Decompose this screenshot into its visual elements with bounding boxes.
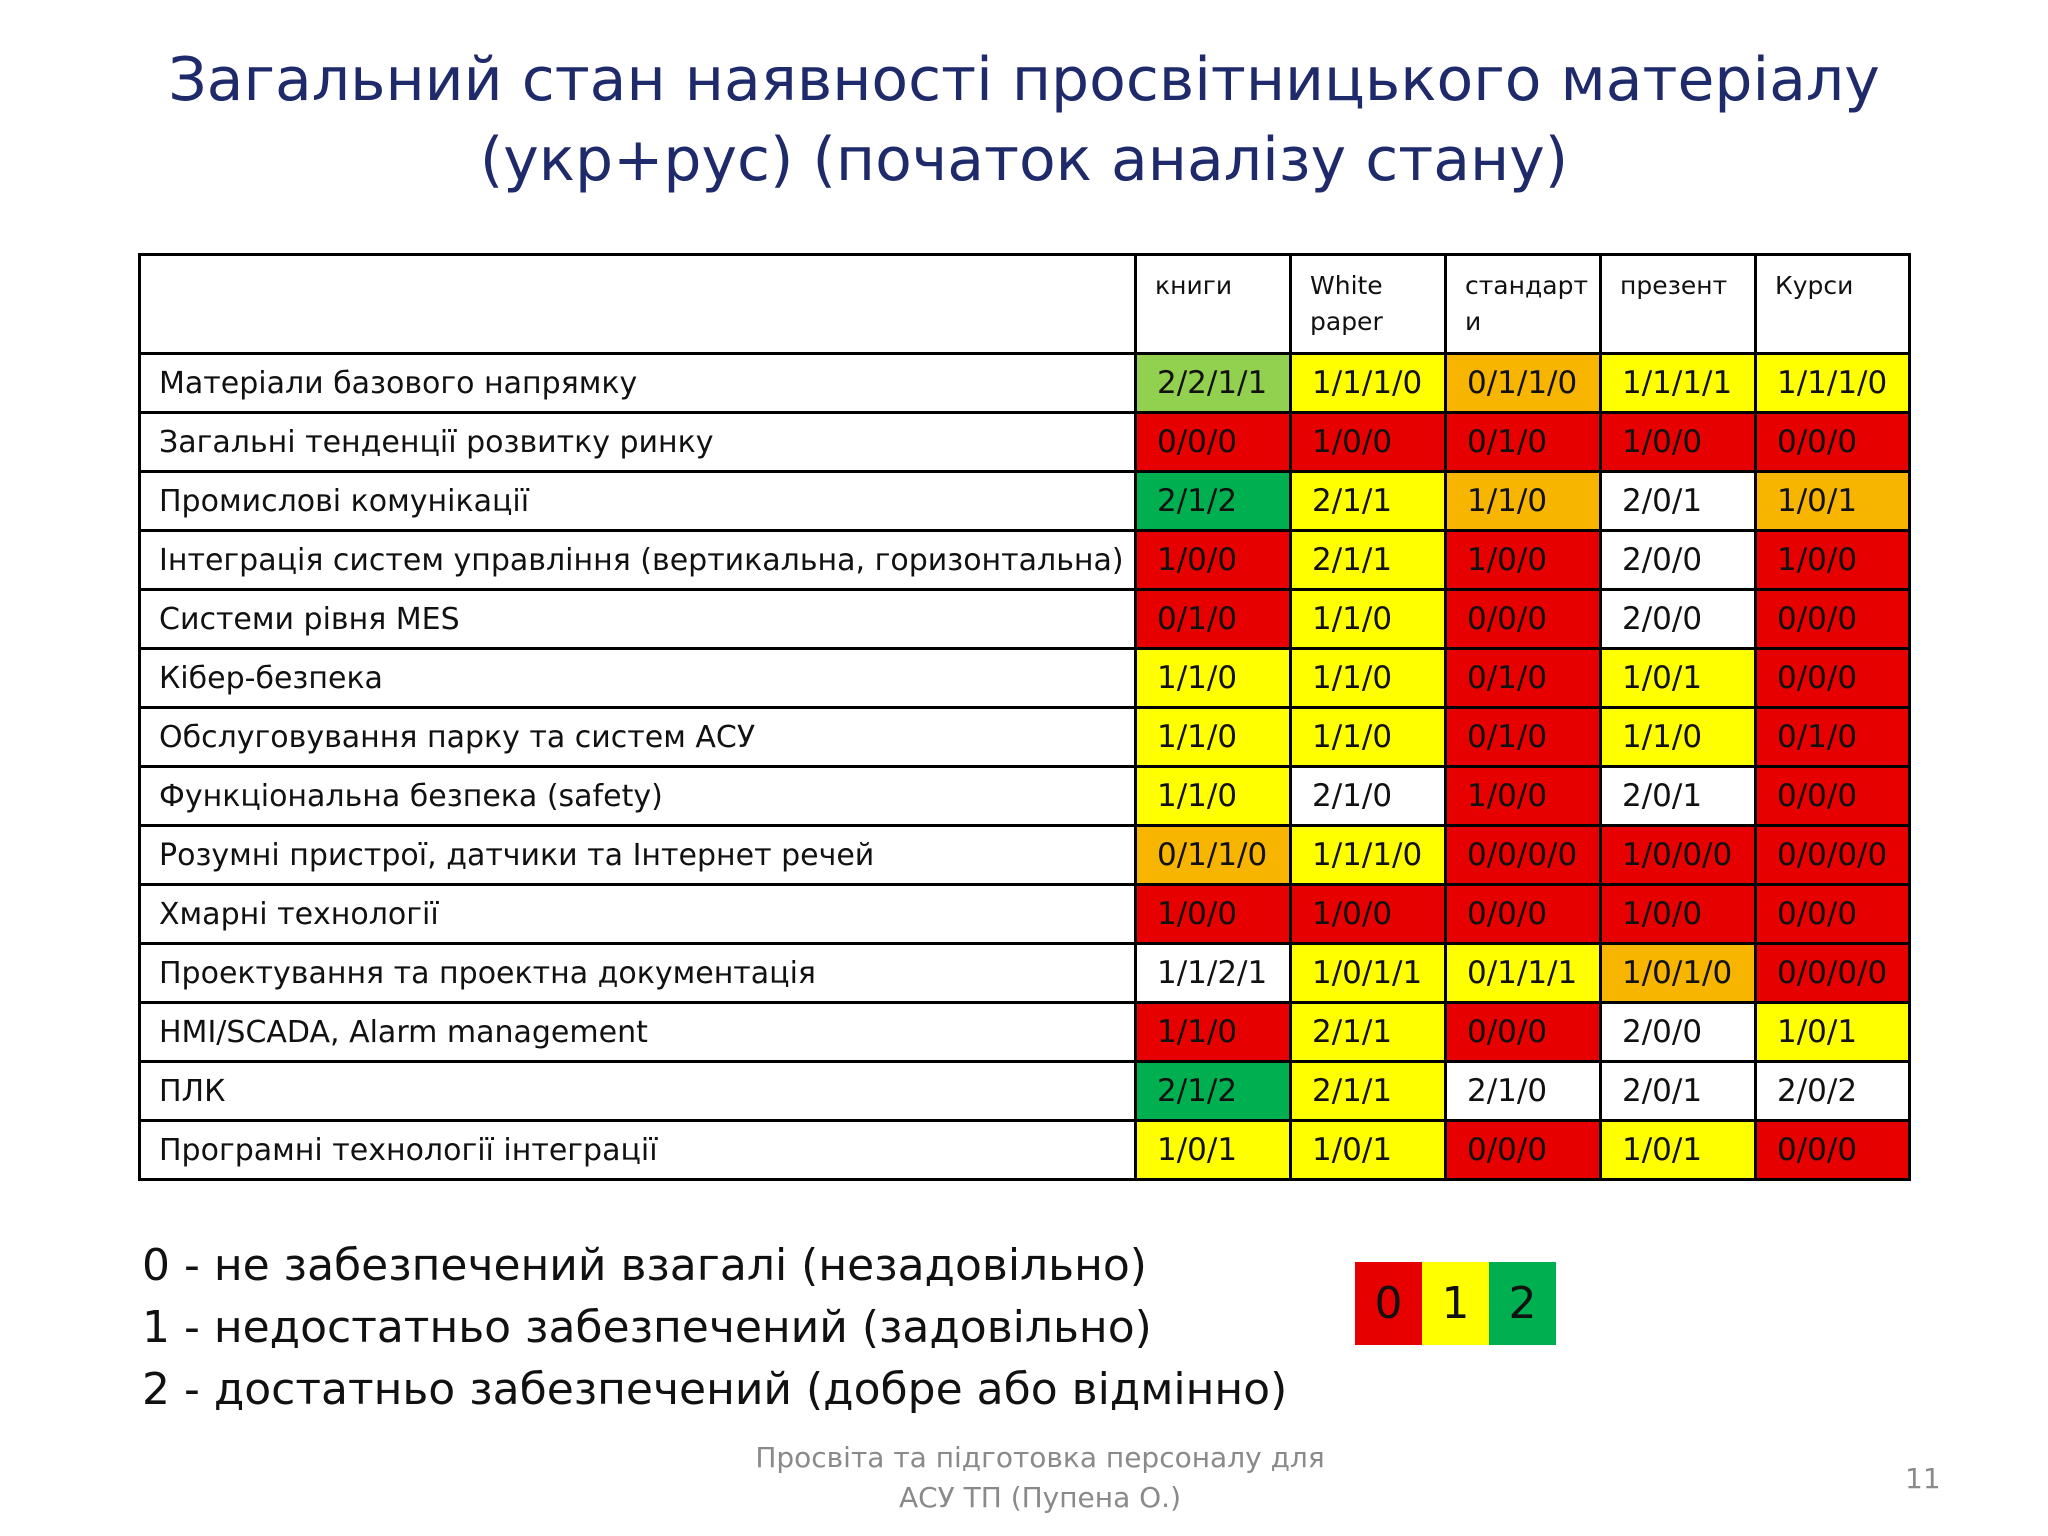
table-cell: 2/0/0 (1601, 531, 1756, 590)
table-cell: 0/1/0 (1136, 590, 1291, 649)
table-cell: 0/0/0 (1756, 413, 1910, 472)
footer-line-1: Просвіта та підготовка персоналу для (755, 1441, 1325, 1474)
table-row (140, 1003, 1910, 1062)
table-cell: 1/0/1 (1601, 1121, 1756, 1180)
table-cell: 0/1/0 (1446, 649, 1601, 708)
table-cell: 1/1/0 (1136, 708, 1291, 767)
footer-line-2: АСУ ТП (Пупена О.) (898, 1481, 1182, 1514)
table-cell: 1/1/1/0 (1756, 354, 1910, 413)
table-cell: 1/1/1/0 (1291, 826, 1446, 885)
table-header-row (140, 255, 1910, 354)
table-row (140, 531, 1910, 590)
table-cell: 1/1/2/1 (1136, 944, 1291, 1003)
table-row (140, 767, 1910, 826)
table-cell: 2/0/1 (1601, 1062, 1756, 1121)
table-cell: 0/0/0 (1756, 767, 1910, 826)
table-cell: 1/0/0 (1601, 885, 1756, 944)
table-cell: 1/0/1 (1136, 1121, 1291, 1180)
row-label: HMI/SCADA, Alarm management (140, 1003, 1136, 1062)
table-body (140, 354, 1910, 1180)
header-courses: Курси (1756, 255, 1910, 354)
row-label: Матеріали базового напрямку (140, 354, 1136, 413)
legend-item-2: 2 - достатньо забезпечений (добре або відмінно) (142, 1364, 1288, 1415)
legend-item-1: 1 - недостатньо забезпечений (задовільно) (142, 1302, 1152, 1353)
legend-item-0: 0 - не забезпечений взагалі (незадовільно) (142, 1240, 1147, 1291)
table-cell: 1/1/0 (1601, 708, 1756, 767)
table-row (140, 944, 1910, 1003)
table-row (140, 1062, 1910, 1121)
table-cell: 2/2/1/1 (1136, 354, 1291, 413)
table-cell: 1/0/1 (1291, 1121, 1446, 1180)
table-cell: 1/1/0 (1446, 472, 1601, 531)
scale-swatch-1: 1 (1422, 1262, 1489, 1345)
header-empty (140, 255, 1136, 354)
legend (142, 1235, 1287, 1421)
scale-swatch-2: 2 (1489, 1262, 1556, 1345)
row-label: Промислові комунікації (140, 472, 1136, 531)
header-standards: стандарт и (1446, 255, 1601, 354)
table-cell: 1/0/1 (1756, 472, 1910, 531)
page-number: 11 (1905, 1462, 1941, 1495)
table-cell: 2/0/2 (1756, 1062, 1910, 1121)
slide-title-line-1: Загальний стан наявності просвітницького матеріалу (168, 45, 1880, 115)
table-cell: 1/0/0 (1446, 767, 1601, 826)
header-presentations: презент (1601, 255, 1756, 354)
table-cell: 1/0/1 (1756, 1003, 1910, 1062)
table-cell: 2/0/1 (1601, 767, 1756, 826)
table-cell: 2/1/0 (1291, 767, 1446, 826)
row-label: Функціональна безпека (safety) (140, 767, 1136, 826)
table-cell: 2/1/2 (1136, 472, 1291, 531)
table-cell: 1/0/0 (1446, 531, 1601, 590)
table-cell: 1/0/0 (1601, 413, 1756, 472)
table-row (140, 885, 1910, 944)
table-cell: 1/0/0 (1136, 885, 1291, 944)
table-cell: 2/1/1 (1291, 1062, 1446, 1121)
row-label: Інтеграція систем управління (вертикальна, горизонтальна) (140, 531, 1136, 590)
status-table (138, 253, 1911, 1181)
table-cell: 0/1/0 (1756, 708, 1910, 767)
table-row (140, 472, 1910, 531)
table-cell: 2/1/2 (1136, 1062, 1291, 1121)
table-cell: 0/0/0 (1756, 1121, 1910, 1180)
header-books: книги (1136, 255, 1291, 354)
row-label: Обслуговування парку та систем АСУ (140, 708, 1136, 767)
table-cell: 1/1/0 (1291, 649, 1446, 708)
table-cell: 2/0/0 (1601, 1003, 1756, 1062)
table-cell: 1/0/1/0 (1601, 944, 1756, 1003)
row-label: Розумні пристрої, датчики та Інтернет речей (140, 826, 1136, 885)
table-cell: 1/1/0 (1291, 708, 1446, 767)
table-cell: 0/1/0 (1446, 413, 1601, 472)
table-cell: 0/0/0 (1446, 1003, 1601, 1062)
table-cell: 0/0/0/0 (1756, 826, 1910, 885)
table-cell: 1/0/1/1 (1291, 944, 1446, 1003)
table-cell: 1/0/1 (1601, 649, 1756, 708)
table-cell: 0/1/1/1 (1446, 944, 1601, 1003)
table-cell: 0/1/1/0 (1446, 354, 1601, 413)
table-row (140, 649, 1910, 708)
table-cell: 0/0/0 (1756, 649, 1910, 708)
row-label: Програмні технології інтеграції (140, 1121, 1136, 1180)
table-row (140, 590, 1910, 649)
row-label: Кібер-безпека (140, 649, 1136, 708)
table-cell: 0/1/0 (1446, 708, 1601, 767)
table-cell: 0/1/1/0 (1136, 826, 1291, 885)
table-row (140, 1121, 1910, 1180)
table-cell: 0/0/0 (1136, 413, 1291, 472)
row-label: Проектування та проектна документація (140, 944, 1136, 1003)
footer (700, 1438, 1380, 1518)
table-cell: 1/1/1/1 (1601, 354, 1756, 413)
color-scale (1355, 1262, 1556, 1345)
table-cell: 2/1/1 (1291, 531, 1446, 590)
table-row (140, 354, 1910, 413)
table-cell: 1/0/0/0 (1601, 826, 1756, 885)
row-label: Хмарні технології (140, 885, 1136, 944)
slide-title (0, 40, 2048, 200)
table-cell: 1/0/0 (1136, 531, 1291, 590)
table-cell: 2/1/1 (1291, 1003, 1446, 1062)
table-cell: 0/0/0 (1756, 885, 1910, 944)
row-label: Системи рівня MES (140, 590, 1136, 649)
table-cell: 0/0/0 (1446, 1121, 1601, 1180)
table-cell: 0/0/0/0 (1446, 826, 1601, 885)
table-cell: 1/0/0 (1291, 413, 1446, 472)
table-cell: 0/0/0 (1756, 590, 1910, 649)
row-label: ПЛК (140, 1062, 1136, 1121)
table-cell: 1/0/0 (1291, 885, 1446, 944)
table-cell: 2/0/0 (1601, 590, 1756, 649)
table-cell: 1/1/0 (1291, 590, 1446, 649)
row-label: Загальні тенденції розвитку ринку (140, 413, 1136, 472)
scale-swatch-0: 0 (1355, 1262, 1422, 1345)
table-row (140, 826, 1910, 885)
table-row (140, 413, 1910, 472)
table-cell: 1/1/0 (1136, 1003, 1291, 1062)
header-white-paper: White paper (1291, 255, 1446, 354)
table-cell: 2/1/1 (1291, 472, 1446, 531)
table-cell: 1/1/0 (1136, 767, 1291, 826)
table-cell: 0/0/0 (1446, 885, 1601, 944)
slide-title-line-2: (укр+рус) (початок аналізу стану) (479, 125, 1569, 195)
table-row (140, 708, 1910, 767)
table-cell: 0/0/0 (1446, 590, 1601, 649)
table-cell: 2/1/0 (1446, 1062, 1601, 1121)
table-cell: 1/1/0 (1136, 649, 1291, 708)
table-cell: 1/1/1/0 (1291, 354, 1446, 413)
table-cell: 1/0/0 (1756, 531, 1910, 590)
table-cell: 2/0/1 (1601, 472, 1756, 531)
table-cell: 0/0/0/0 (1756, 944, 1910, 1003)
